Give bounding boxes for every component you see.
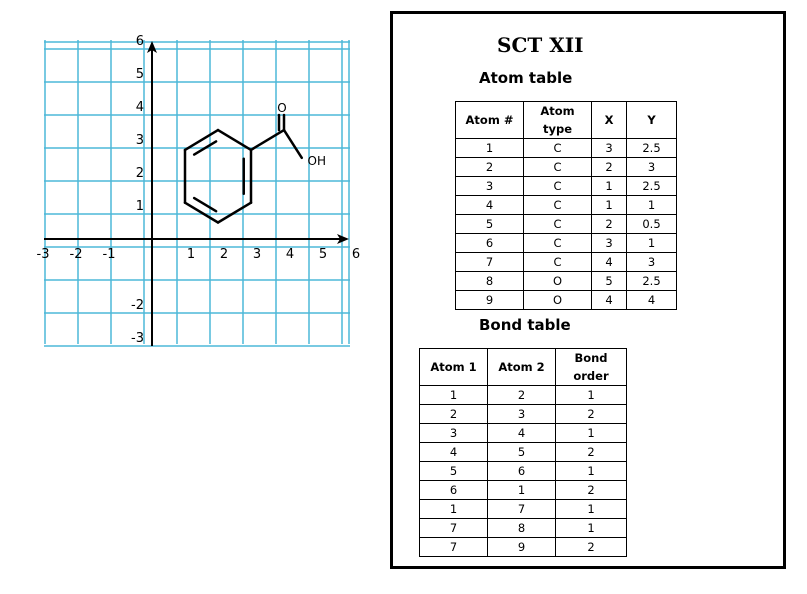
atom-table-cell: 3 bbox=[627, 158, 677, 177]
bond-table-cell: 9 bbox=[488, 538, 556, 557]
atom-table-cell: C bbox=[524, 253, 592, 272]
y-tick-label: 3 bbox=[135, 133, 144, 148]
bond-table-header-row bbox=[420, 349, 627, 386]
bond-table-cell: 1 bbox=[556, 386, 627, 405]
y-tick-label: 4 bbox=[135, 100, 144, 115]
atom-table-cell: C bbox=[524, 177, 592, 196]
bond-table-cell: 8 bbox=[488, 519, 556, 538]
x-tick-label: -3 bbox=[36, 247, 50, 262]
bond-table-cell: 1 bbox=[556, 462, 627, 481]
bond-table-row bbox=[420, 443, 627, 462]
bond-table-row bbox=[420, 500, 627, 519]
atom-table-header: Atom type bbox=[524, 102, 592, 139]
x-tick-label: 4 bbox=[285, 247, 295, 262]
atom-table-row bbox=[456, 234, 677, 253]
atom-table-cell: 1 bbox=[627, 234, 677, 253]
bond-table-row bbox=[420, 519, 627, 538]
bond-table-cell: 3 bbox=[488, 405, 556, 424]
atom-table bbox=[455, 101, 677, 310]
atom-table-cell: C bbox=[524, 215, 592, 234]
atom-table-row bbox=[456, 272, 677, 291]
x-tick-label: -1 bbox=[102, 247, 116, 262]
atom-table-row bbox=[456, 291, 677, 310]
x-tick-label: 2 bbox=[219, 247, 229, 262]
bond-table-cell: 2 bbox=[556, 405, 627, 424]
bond-table-cell: 2 bbox=[556, 443, 627, 462]
atom-table-cell: 2.5 bbox=[627, 177, 677, 196]
bond-table-row bbox=[420, 405, 627, 424]
tick-labels bbox=[37, 34, 361, 346]
bond-table-row bbox=[420, 462, 627, 481]
bond-table-cell: 3 bbox=[420, 424, 488, 443]
atom-table-cell: 3 bbox=[592, 234, 627, 253]
atom-table-cell: 3 bbox=[627, 253, 677, 272]
atom-table-header-row bbox=[456, 102, 677, 139]
atom-table-cell: C bbox=[524, 196, 592, 215]
x-tick-label: 6 bbox=[351, 247, 361, 262]
panel-title: SCT XII bbox=[497, 33, 584, 57]
bond-table-cell: 7 bbox=[420, 538, 488, 557]
atom-table-header: X bbox=[592, 102, 627, 139]
atom-table-row bbox=[456, 177, 677, 196]
atom-table-cell: 6 bbox=[456, 234, 524, 253]
x-tick-label: 3 bbox=[252, 247, 262, 262]
atom-table-cell: C bbox=[524, 139, 592, 158]
y-tick-label: 6 bbox=[135, 34, 144, 49]
bond-table-row bbox=[420, 386, 627, 405]
y-tick-label: 1 bbox=[135, 199, 144, 214]
info-panel bbox=[390, 11, 786, 569]
x-tick-label: 1 bbox=[186, 247, 196, 262]
bond-table-cell: 2 bbox=[488, 386, 556, 405]
bond-table-cell: 5 bbox=[488, 443, 556, 462]
y-tick-label: 2 bbox=[135, 166, 144, 181]
bond-table-cell: 1 bbox=[420, 386, 488, 405]
x-tick-label: 5 bbox=[318, 247, 328, 262]
atom-table-header: Atom # bbox=[456, 102, 524, 139]
atom-table-header: Y bbox=[627, 102, 677, 139]
atom-table-cell: O bbox=[524, 291, 592, 310]
bond-table-row bbox=[420, 424, 627, 443]
atom-table-cell: 2 bbox=[456, 158, 524, 177]
atom-table-cell: 2.5 bbox=[627, 139, 677, 158]
atom-table-cell: 1 bbox=[592, 177, 627, 196]
atom-table-cell: 4 bbox=[627, 291, 677, 310]
atom-table-row bbox=[456, 139, 677, 158]
bond-table-cell: 4 bbox=[488, 424, 556, 443]
bond-table bbox=[419, 348, 627, 557]
atom-table-cell: C bbox=[524, 158, 592, 177]
atom-table-cell: 3 bbox=[456, 177, 524, 196]
bond-table-title: Bond table bbox=[479, 316, 571, 334]
atom-table-row bbox=[456, 253, 677, 272]
bond-line bbox=[185, 130, 218, 150]
bond-table-cell: 2 bbox=[420, 405, 488, 424]
coordinate-graph bbox=[0, 0, 380, 360]
y-tick-label: -2 bbox=[131, 298, 144, 313]
atom-table-cell: 2 bbox=[592, 215, 627, 234]
atom-table-cell: 1 bbox=[592, 196, 627, 215]
grid-lines bbox=[44, 40, 350, 346]
bond-table-cell: 1 bbox=[556, 424, 627, 443]
atom-table-cell: 5 bbox=[592, 272, 627, 291]
bond-line bbox=[185, 203, 218, 223]
x-tick-label: -2 bbox=[69, 247, 83, 262]
bond-table-row bbox=[420, 538, 627, 557]
bond-table-cell: 1 bbox=[556, 519, 627, 538]
atom-table-cell: 3 bbox=[592, 139, 627, 158]
atom-table-cell: 8 bbox=[456, 272, 524, 291]
bond-table-cell: 4 bbox=[420, 443, 488, 462]
atom-table-cell: 2 bbox=[592, 158, 627, 177]
bond-table-header: Atom 2 bbox=[488, 349, 556, 386]
atom-table-cell: O bbox=[524, 272, 592, 291]
y-tick-label: 5 bbox=[135, 67, 144, 82]
hydroxyl-label: OH bbox=[307, 153, 326, 168]
bond-table-cell: 1 bbox=[488, 481, 556, 500]
carbonyl-oxygen-label: O bbox=[277, 101, 287, 115]
benzoic-acid-molecule bbox=[185, 101, 326, 223]
atom-table-cell: 4 bbox=[456, 196, 524, 215]
bond-line bbox=[284, 130, 302, 158]
bond-table-cell: 5 bbox=[420, 462, 488, 481]
bond-table-cell: 7 bbox=[420, 519, 488, 538]
atom-table-cell: 0.5 bbox=[627, 215, 677, 234]
bond-table-header: Bond order bbox=[556, 349, 627, 386]
atom-table-cell: 4 bbox=[592, 291, 627, 310]
bond-table-header: Atom 1 bbox=[420, 349, 488, 386]
atom-table-cell: 1 bbox=[627, 196, 677, 215]
bond-line bbox=[251, 130, 284, 150]
bond-table-cell: 7 bbox=[488, 500, 556, 519]
bond-table-cell: 1 bbox=[420, 500, 488, 519]
atom-table-cell: 1 bbox=[456, 139, 524, 158]
atom-table-row bbox=[456, 196, 677, 215]
atom-table-cell: 7 bbox=[456, 253, 524, 272]
bond-line bbox=[218, 130, 251, 150]
bond-line bbox=[218, 203, 251, 223]
bond-table-cell: 6 bbox=[420, 481, 488, 500]
atom-table-cell: 4 bbox=[592, 253, 627, 272]
axes bbox=[44, 41, 349, 346]
atom-table-cell: 2.5 bbox=[627, 272, 677, 291]
bond-table-cell: 2 bbox=[556, 538, 627, 557]
atom-table-cell: 5 bbox=[456, 215, 524, 234]
atom-table-title: Atom table bbox=[479, 69, 573, 87]
atom-table-cell: 9 bbox=[456, 291, 524, 310]
y-tick-label: -3 bbox=[131, 331, 144, 346]
bond-table-row bbox=[420, 481, 627, 500]
atom-table-row bbox=[456, 215, 677, 234]
bond-table-cell: 6 bbox=[488, 462, 556, 481]
atom-table-row bbox=[456, 158, 677, 177]
atom-table-cell: C bbox=[524, 234, 592, 253]
bond-table-cell: 1 bbox=[556, 500, 627, 519]
bond-table-cell: 2 bbox=[556, 481, 627, 500]
